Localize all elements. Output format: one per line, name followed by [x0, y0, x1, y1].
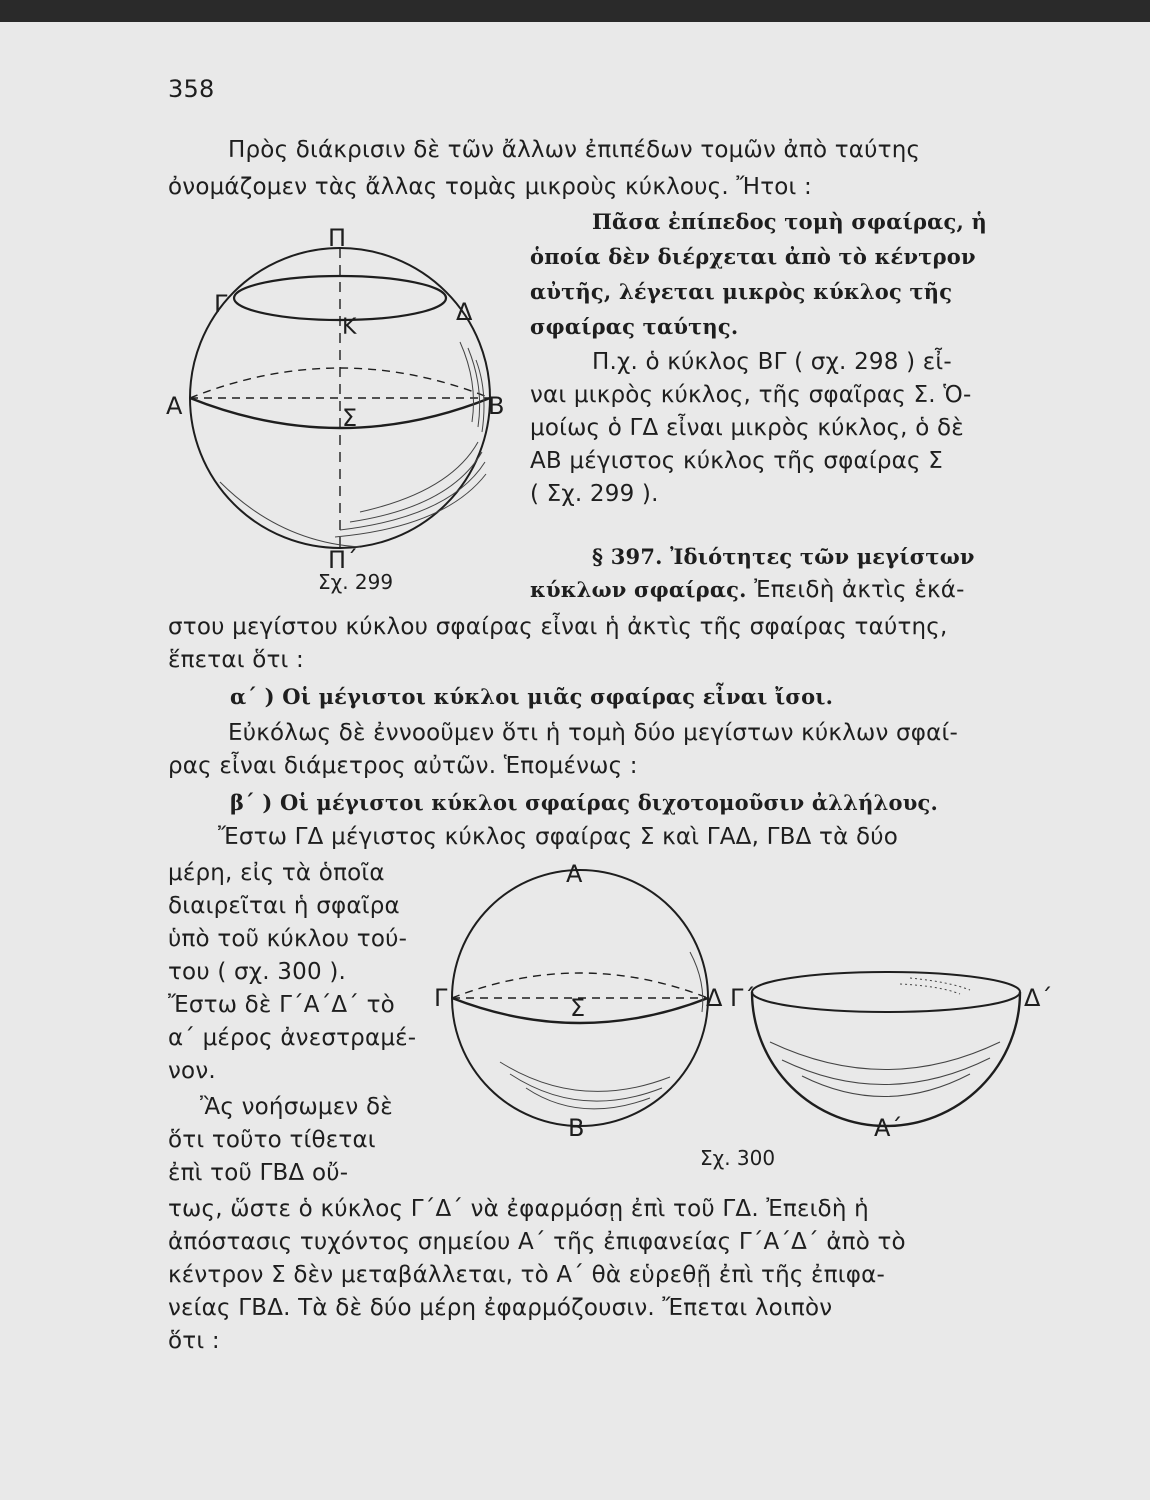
side-text-line: του ( σχ. 300 ). — [168, 959, 347, 985]
side-text-line: διαιρεῖται ἡ σφαῖρα — [168, 893, 400, 919]
label-P-prime: Π΄ — [328, 546, 359, 574]
definition-text: Πᾶσα ἐπίπεδος τομὴ σφαίρας, ἡ — [592, 209, 987, 234]
text-line: στου μεγίστου κύκλου σφαίρας εἶναι ἡ ἀκτὶς τῆς σφαίρας ταύτης, — [168, 614, 948, 640]
page-number: 358 — [168, 75, 215, 103]
shading-hatch — [770, 978, 1000, 1097]
text-line: Πρὸς διάκρισιν δὲ τῶν ἄλλων ἐπιπέδων τομῶν ἀπὸ ταύτης — [228, 137, 921, 163]
label-S: Σ — [342, 404, 358, 432]
side-text-line: ὑπὸ τοῦ κύκλου τού- — [168, 926, 408, 952]
text-line: ὅτι : — [168, 1328, 220, 1354]
text-line: νείας ΓΒΔ. Τὰ δὲ δύο μέρη ἐφαρμόζουσιν. Ἔπεται λοιπὸν — [168, 1295, 833, 1321]
label-S: Σ — [570, 994, 586, 1022]
shading-hatch — [220, 342, 486, 547]
side-text-line: Ἂς νοήσωμεν δὲ — [200, 1094, 393, 1120]
definition-line: ὁποία δὲν διέρχεται ἀπὸ τὸ κέντρον — [530, 244, 976, 269]
label-D: Δ — [456, 298, 473, 326]
text-line: ἕπεται ὅτι : — [168, 647, 304, 673]
text-line: ( Σχ. 299 ). — [530, 481, 659, 507]
text-line: ὀνομάζομεν τὰς ἄλλας τομὰς μικροὺς κύκλους. Ἤτοι : — [168, 174, 812, 200]
section-heading: § 397. Ἰδιότητες τῶν μεγίστων — [592, 544, 975, 569]
label-A: Α — [566, 862, 583, 888]
text-line: ἀπόστασις τυχόντος σημείου Α΄ τῆς ἐπιφανείας Γ΄Α΄Δ΄ ἀπὸ τὸ — [168, 1229, 906, 1255]
figure-299-caption: Σχ. 299 — [318, 570, 394, 594]
text-span: Ἐπειδὴ ἀκτὶς ἑκά- — [754, 577, 965, 603]
text-line: ναι μικρὸς κύκλος, τῆς σφαῖρας Σ. Ὁ- — [530, 382, 972, 408]
label-B: Β — [568, 1114, 585, 1142]
section-heading-line — [530, 575, 965, 605]
property-a: α΄ ) Οἱ μέγιστοι κύκλοι μιᾶς σφαίρας εἶναι ἴσοι. — [230, 684, 834, 709]
label-K: Κ — [342, 315, 357, 340]
text-line: κέντρον Σ δὲν μεταβάλλεται, τὸ Α΄ θὰ εὑρεθῇ ἐπὶ τῆς ἐπιφα- — [168, 1262, 885, 1288]
definition-line: αὐτῆς, λέγεται μικρὸς κύκλος τῆς — [530, 279, 953, 304]
book-page — [0, 22, 1150, 1500]
definition-line: σφαίρας ταύτης. — [530, 314, 739, 339]
side-text-line: α΄ μέρος ἀνεστραμέ- — [168, 1025, 417, 1051]
figure-300-caption: Σχ. 300 — [700, 1146, 776, 1170]
text-line: τως, ὥστε ὁ κύκλος Γ΄Δ΄ νὰ ἐφαρμόσῃ ἐπὶ τοῦ ΓΔ. Ἐπειδὴ ἡ — [168, 1196, 869, 1222]
label-A-prime: Α΄ — [874, 1114, 903, 1142]
hemisphere-rim — [752, 972, 1020, 1012]
text-line: μοίως ὁ ΓΔ εἶναι μικρὸς κύκλος, ὁ δὲ — [530, 415, 964, 441]
label-P: Π — [328, 224, 347, 252]
side-text-line: μέρη, εἰς τὰ ὁποῖα — [168, 860, 385, 886]
label-G: Γ — [214, 290, 228, 318]
side-text-line: ἐπὶ τοῦ ΓΒΔ οὔ- — [168, 1160, 349, 1186]
label-G: Γ — [434, 984, 448, 1012]
text-line: ρας εἶναι διάμετρος αὐτῶν. Ἑπομένως : — [168, 753, 638, 779]
label-D-prime: Δ΄ — [1024, 984, 1053, 1012]
label-A: Α — [166, 392, 183, 420]
figure-299 — [160, 222, 520, 582]
side-text-line: νον. — [168, 1058, 216, 1084]
section-heading-continued: κύκλων σφαίρας. — [530, 577, 747, 602]
scan-border — [0, 0, 1150, 22]
label-D: Δ — [706, 984, 723, 1012]
text-line: Εὐκόλως δὲ ἐννοοῦμεν ὅτι ἡ τομὴ δύο μεγίστων κύκλων σφαί- — [228, 720, 959, 746]
side-text-line: ὅτι τοῦτο τίθεται — [168, 1127, 376, 1153]
figure-300 — [430, 862, 1070, 1142]
text-line: ΑΒ μέγιστος κύκλος τῆς σφαίρας Σ — [530, 448, 943, 474]
property-b: β΄ ) Οἱ μέγιστοι κύκλοι σφαίρας διχοτομοῦσιν ἀλλήλους. — [230, 790, 938, 815]
label-G-prime: Γ΄ — [730, 984, 756, 1012]
definition-line — [592, 207, 1062, 237]
text-line: Ἔστω ΓΔ μέγιστος κύκλος σφαίρας Σ καὶ ΓΑΔ, ΓΒΔ τὰ δύο — [218, 824, 899, 850]
label-B: Β — [488, 392, 505, 420]
side-text-line: Ἔστω δὲ Γ΄Α΄Δ΄ τὸ — [168, 992, 395, 1018]
text-line: Π.χ. ὁ κύκλος ΒΓ ( σχ. 298 ) εἶ- — [592, 349, 952, 375]
